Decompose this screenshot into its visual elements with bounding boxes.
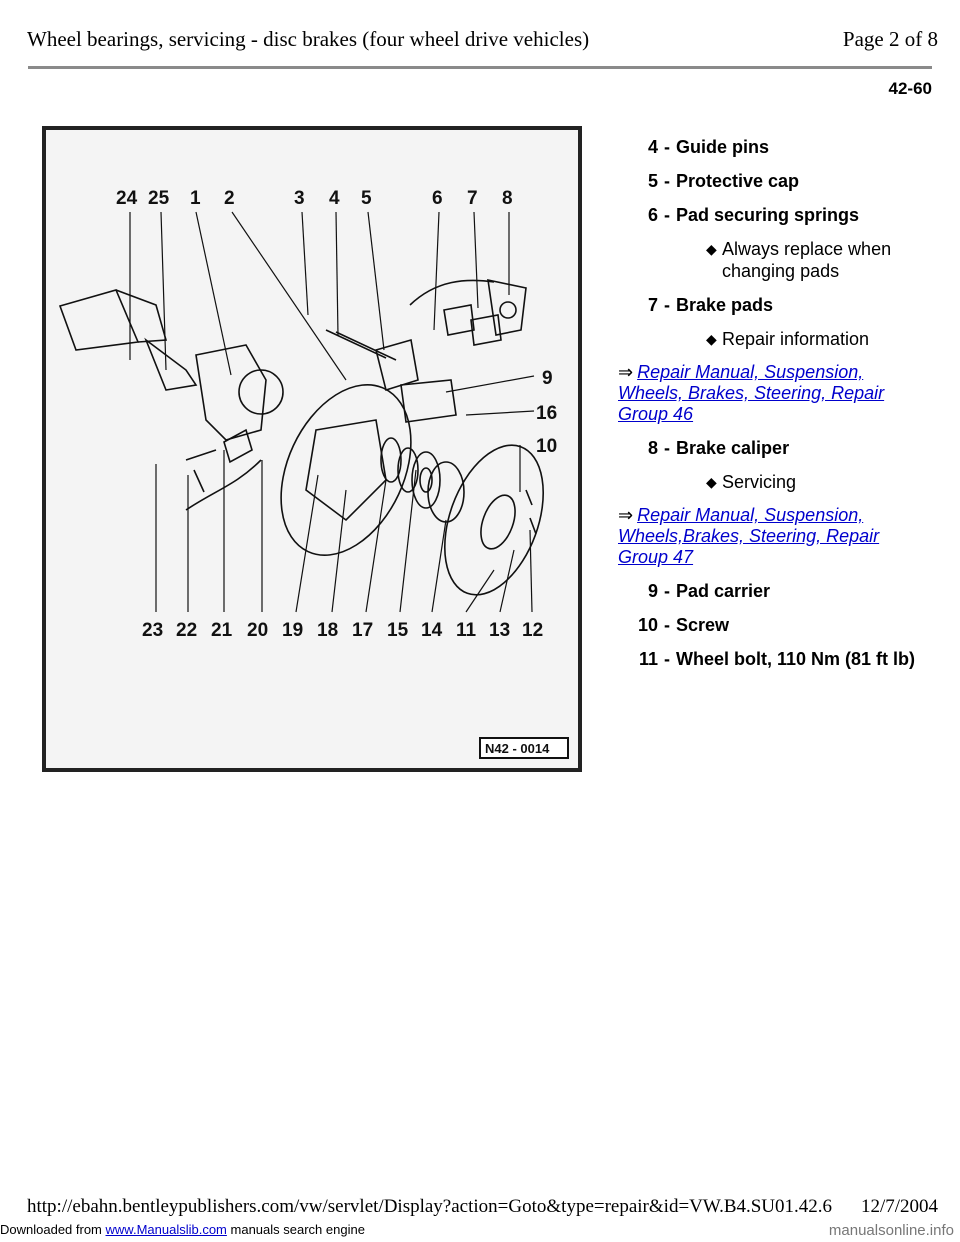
legend-item-protective-cap: 5-Protective cap — [618, 170, 928, 192]
callout-label: 13 — [489, 620, 511, 641]
section-page-number: 42-60 — [888, 79, 932, 98]
callout-label: 4 — [329, 188, 340, 209]
guide-pin — [326, 330, 386, 358]
legend-item-pad-carrier: 9-Pad carrier — [618, 580, 928, 602]
parts-legend — [618, 136, 928, 682]
item-number: 6 — [647, 205, 658, 225]
item-label: Screw — [676, 615, 730, 635]
note-bullet — [618, 238, 928, 282]
note-bullet — [618, 471, 928, 493]
item-number: 4 — [647, 137, 658, 157]
callout-label: 16 — [536, 403, 558, 424]
document-title: Wheel bearings, servicing - disc brakes (four wheel drive vehicles) — [27, 27, 590, 51]
download-suffix: manuals search engine — [230, 1222, 365, 1237]
callout-label: 19 — [282, 620, 304, 641]
callout-label: 12 — [522, 620, 544, 641]
item-label: Brake pads — [676, 295, 774, 315]
cross-reference — [618, 505, 928, 568]
diamond-bullet-icon: ◆ — [706, 241, 717, 257]
brake-caliper — [488, 280, 526, 335]
legend-item-brake-caliper: 8-Brake caliper — [618, 437, 928, 459]
callout-label: 9 — [542, 368, 553, 389]
item-number: 7 — [647, 295, 658, 315]
callout-label: 23 — [142, 620, 164, 641]
repair-group-47-link[interactable]: Repair Manual, Suspension, Wheels,Brakes, Steering, Repair Group 47 — [618, 505, 880, 567]
callout-label: 1 — [190, 188, 201, 209]
brake-pad — [444, 305, 474, 335]
page-indicator: Page 2 of 8 — [842, 27, 938, 51]
item-number: 9 — [647, 581, 658, 601]
callout-label: 15 — [387, 620, 409, 641]
callout-label: 3 — [294, 188, 305, 209]
legend-item-brake-pads: 7-Brake pads — [618, 294, 928, 316]
print-date: 12/7/2004 — [860, 1196, 938, 1217]
callout-label: 18 — [317, 620, 339, 641]
callout-label: 8 — [502, 188, 513, 209]
drive-shaft-spline — [146, 340, 196, 390]
diamond-bullet-icon: ◆ — [706, 474, 717, 490]
note-text: Always replace when changing pads — [722, 239, 892, 281]
diamond-bullet-icon: ◆ — [706, 331, 717, 347]
item-label: Pad carrier — [676, 581, 771, 601]
callout-label: 7 — [467, 188, 478, 209]
callout-label: 24 — [116, 188, 138, 209]
callout-label: 22 — [176, 620, 198, 641]
item-label: Wheel bolt, 110 Nm (81 ft lb) — [676, 649, 916, 669]
item-number: 5 — [647, 171, 658, 191]
item-label: Guide pins — [676, 137, 770, 157]
wheel-bearing-diagram — [46, 130, 578, 768]
cross-reference — [618, 362, 928, 425]
header-divider — [28, 66, 932, 69]
callout-label: 17 — [352, 620, 374, 641]
callout-label: 14 — [421, 620, 443, 641]
repair-group-46-link[interactable]: Repair Manual, Suspension, Wheels, Brakes, Steering, Repair Group 46 — [618, 362, 885, 424]
callout-label: 10 — [536, 436, 558, 457]
exploded-view-illustration — [42, 126, 582, 772]
double-arrow-icon: ⇒ — [618, 505, 634, 525]
legend-item-pad-securing-springs: 6-Pad securing springs — [618, 204, 928, 226]
download-notice — [0, 1222, 365, 1237]
item-label: Brake caliper — [676, 438, 790, 458]
manualslib-link[interactable]: www.Manualslib.com — [105, 1222, 227, 1237]
item-label: Protective cap — [676, 171, 800, 191]
callout-label: 25 — [148, 188, 170, 209]
figure-id: N42 - 0014 — [485, 741, 550, 756]
callout-label: 6 — [432, 188, 443, 209]
pad-carrier — [376, 340, 418, 390]
callout-label: 20 — [247, 620, 269, 641]
item-number: 11 — [638, 649, 658, 669]
legend-item-guide-pins: 4-Guide pins — [618, 136, 928, 158]
note-text: Repair information — [722, 329, 870, 349]
callout-label: 2 — [224, 188, 235, 209]
legend-item-wheel-bolt: 11-Wheel bolt, 110 Nm (81 ft lb) — [618, 648, 928, 670]
wheel-housing — [196, 345, 266, 440]
drive-shaft-boot — [60, 290, 138, 350]
site-watermark: manualsonline.info — [828, 1222, 954, 1239]
callout-label: 11 — [456, 620, 477, 641]
download-prefix: Downloaded from — [0, 1222, 102, 1237]
housing-bore — [239, 370, 283, 414]
brake-disc — [426, 432, 562, 609]
callout-label: 5 — [361, 188, 372, 209]
double-arrow-icon: ⇒ — [618, 362, 634, 382]
note-bullet — [618, 328, 928, 350]
brake-hose — [410, 280, 494, 305]
item-number: 8 — [647, 438, 658, 458]
note-text: Servicing — [722, 472, 797, 492]
item-label: Pad securing springs — [676, 205, 860, 225]
callout-label: 21 — [211, 620, 233, 641]
source-url: http://ebahn.bentleypublishers.com/vw/servlet/Display?action=Goto&type=repair&id=VW.B4.SU01.42.6 — [27, 1196, 833, 1217]
item-number: 10 — [637, 615, 658, 635]
legend-item-screw: 10-Screw — [618, 614, 928, 636]
